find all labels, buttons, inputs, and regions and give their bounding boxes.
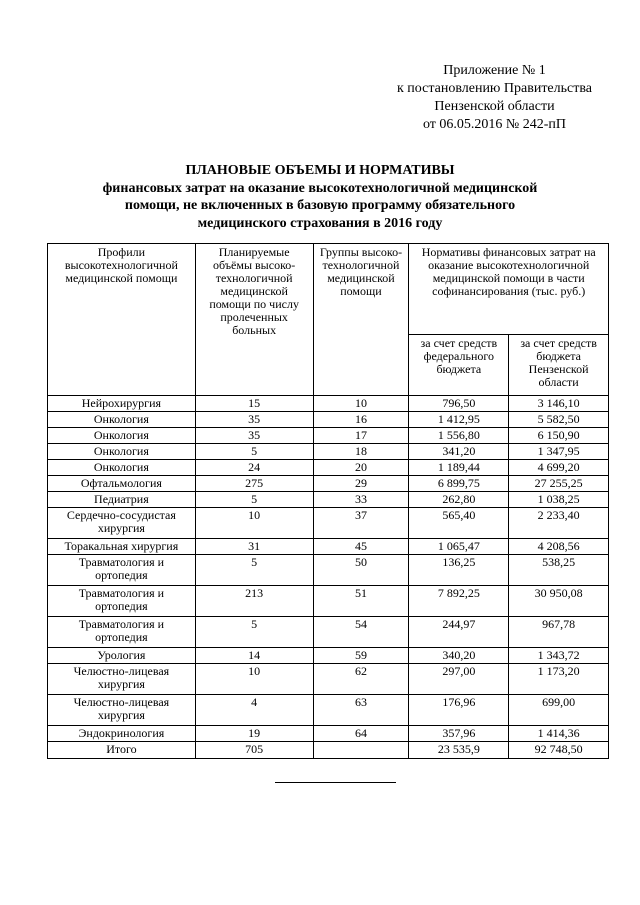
- cell-volume: 5: [195, 444, 313, 460]
- cell-regional: 6 150,90: [509, 428, 609, 444]
- cell-regional: 1 347,95: [509, 444, 609, 460]
- cell-group: 51: [313, 586, 409, 617]
- cell-regional: 1 343,72: [509, 648, 609, 664]
- cell-regional: 1 173,20: [509, 664, 609, 695]
- cell-profile: Офтальмология: [48, 476, 196, 492]
- cell-profile: Урология: [48, 648, 196, 664]
- cell-regional: 699,00: [509, 695, 609, 726]
- cell-profile: Торакальная хирургия: [48, 539, 196, 555]
- cell-profile: Педиатрия: [48, 492, 196, 508]
- total-row: [48, 742, 609, 759]
- cell-profile: Эндокринология: [48, 726, 196, 742]
- cell-group: 33: [313, 492, 409, 508]
- title-line: финансовых затрат на оказание высокотехнологичной медицинской: [102, 180, 538, 196]
- cell-regional: 30 950,08: [509, 586, 609, 617]
- cell-group: 17: [313, 428, 409, 444]
- cell-federal: 262,80: [409, 492, 509, 508]
- table-row: [48, 492, 609, 508]
- cell-federal: 1 556,80: [409, 428, 509, 444]
- table-row: [48, 444, 609, 460]
- header-profile: Профили высокотехнологичной медицинской помощи: [48, 244, 196, 396]
- table-row: [48, 476, 609, 492]
- table-row: [48, 396, 609, 412]
- cell-group: 45: [313, 539, 409, 555]
- table-row: [48, 428, 609, 444]
- cell-federal: 357,96: [409, 726, 509, 742]
- cell-regional: 4 699,20: [509, 460, 609, 476]
- cell-group: 18: [313, 444, 409, 460]
- cell-volume: 213: [195, 586, 313, 617]
- cell-federal: 341,20: [409, 444, 509, 460]
- cell-volume: 275: [195, 476, 313, 492]
- appendix-line: к постановлению Правительства: [396, 81, 592, 96]
- cell-profile: Челюстно-лицевая хирургия: [48, 664, 196, 695]
- cell-regional: 92 748,50: [509, 742, 609, 759]
- cell-volume: 19: [195, 726, 313, 742]
- cell-profile: Сердечно-сосудистая хирургия: [48, 508, 196, 539]
- cell-group: 20: [313, 460, 409, 476]
- cell-volume: 35: [195, 412, 313, 428]
- cell-regional: 967,78: [509, 617, 609, 648]
- table-row: [48, 726, 609, 742]
- table-row: [48, 586, 609, 617]
- cell-volume: 5: [195, 555, 313, 586]
- table-row: [48, 617, 609, 648]
- cell-profile: Травматология и ортопедия: [48, 586, 196, 617]
- header-volume: Планируемые объёмы высоко-технологичной медицинской помощи по числу пролеченных больных: [195, 244, 313, 396]
- table-row: [48, 695, 609, 726]
- header-norms: Нормативы финансовых затрат на оказание высокотехнологичной медицинской помощи в части софинансирования (тыс. руб.): [409, 244, 609, 335]
- cell-regional: 2 233,40: [509, 508, 609, 539]
- cell-federal: 7 892,25: [409, 586, 509, 617]
- header-federal: за счет средств федерального бюджета: [409, 335, 509, 396]
- cell-federal: 6 899,75: [409, 476, 509, 492]
- cell-federal: 1 065,47: [409, 539, 509, 555]
- cell-regional: 4 208,56: [509, 539, 609, 555]
- cell-regional: 3 146,10: [509, 396, 609, 412]
- cell-volume: 31: [195, 539, 313, 555]
- cell-federal: 340,20: [409, 648, 509, 664]
- title-line: медицинского страхования в 2016 году: [197, 215, 443, 231]
- title-main: ПЛАНОВЫЕ ОБЪЕМЫ И НОРМАТИВЫ: [185, 163, 455, 178]
- signature-line: [275, 782, 396, 783]
- cell-federal: 796,50: [409, 396, 509, 412]
- appendix-line: Приложение № 1: [443, 63, 546, 78]
- cell-federal: 297,00: [409, 664, 509, 695]
- cell-volume: 5: [195, 492, 313, 508]
- cell-volume: 705: [195, 742, 313, 759]
- cell-volume: 15: [195, 396, 313, 412]
- document-title: [0, 162, 640, 232]
- cell-profile: Челюстно-лицевая хирургия: [48, 695, 196, 726]
- cell-group: 62: [313, 664, 409, 695]
- table-row: [48, 508, 609, 539]
- cell-profile: Итого: [48, 742, 196, 759]
- cell-group: 29: [313, 476, 409, 492]
- title-line: помощи, не включенных в базовую программу обязательного: [124, 198, 516, 213]
- cell-volume: 24: [195, 460, 313, 476]
- cell-federal: 136,25: [409, 555, 509, 586]
- cell-profile: Онкология: [48, 428, 196, 444]
- cell-volume: 10: [195, 664, 313, 695]
- cell-group: [313, 742, 409, 759]
- table-row: [48, 664, 609, 695]
- cell-profile: Онкология: [48, 460, 196, 476]
- cell-regional: 27 255,25: [509, 476, 609, 492]
- cell-volume: 5: [195, 617, 313, 648]
- cell-group: 64: [313, 726, 409, 742]
- cell-regional: 1 414,36: [509, 726, 609, 742]
- cell-federal: 244,97: [409, 617, 509, 648]
- header-group: Группы высоко-технологичной медицинской помощи: [313, 244, 409, 396]
- cell-federal: 1 189,44: [409, 460, 509, 476]
- header-regional: за счет средств бюджета Пензенской области: [509, 335, 609, 396]
- cell-volume: 10: [195, 508, 313, 539]
- volumes-table: [47, 243, 609, 759]
- cell-volume: 4: [195, 695, 313, 726]
- cell-profile: Травматология и ортопедия: [48, 617, 196, 648]
- cell-regional: 5 582,50: [509, 412, 609, 428]
- table-row: [48, 648, 609, 664]
- cell-group: 63: [313, 695, 409, 726]
- cell-volume: 35: [195, 428, 313, 444]
- table-row: [48, 555, 609, 586]
- cell-regional: 538,25: [509, 555, 609, 586]
- cell-volume: 14: [195, 648, 313, 664]
- table-row: [48, 412, 609, 428]
- cell-profile: Травматология и ортопедия: [48, 555, 196, 586]
- cell-group: 59: [313, 648, 409, 664]
- cell-federal: 565,40: [409, 508, 509, 539]
- cell-profile: Нейрохирургия: [48, 396, 196, 412]
- cell-group: 54: [313, 617, 409, 648]
- cell-federal: 1 412,95: [409, 412, 509, 428]
- cell-group: 10: [313, 396, 409, 412]
- cell-regional: 1 038,25: [509, 492, 609, 508]
- cell-federal: 176,96: [409, 695, 509, 726]
- cell-group: 37: [313, 508, 409, 539]
- appendix-reference: [397, 62, 592, 134]
- table-row: [48, 539, 609, 555]
- table-row: [48, 460, 609, 476]
- cell-federal: 23 535,9: [409, 742, 509, 759]
- cell-group: 16: [313, 412, 409, 428]
- cell-profile: Онкология: [48, 444, 196, 460]
- appendix-line: Пензенской области: [434, 99, 555, 114]
- cell-group: 50: [313, 555, 409, 586]
- appendix-line: от 06.05.2016 № 242-пП: [422, 117, 567, 132]
- cell-profile: Онкология: [48, 412, 196, 428]
